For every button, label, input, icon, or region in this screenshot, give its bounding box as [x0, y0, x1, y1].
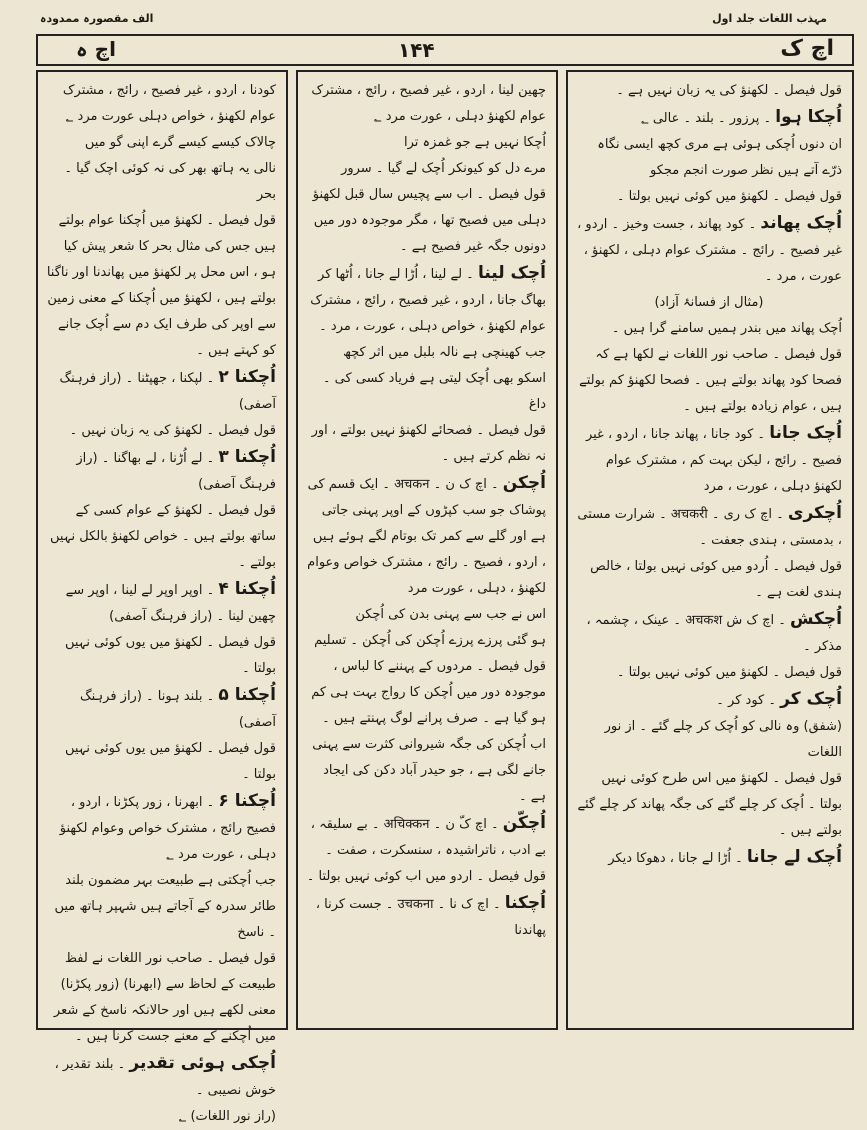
entry-text: قول فیصل ۔ صاحب نور اللغات نے لفظ طبیعت کے لحاظ سے (ابھرنا) (زور پکڑنا) معنی لکھے ہیں اور حالانکہ ناسخ کے شعر میں اُچکنے کے معنے جست کرنا ہیں ۔ — [53, 951, 276, 1044]
dictionary-entry — [46, 364, 276, 418]
entry-text: اُچکا نہیں ہے جو غمزہ ترا — [404, 135, 546, 150]
entry-text: چھین لینا ، اردو ، غیر فصیح ، رائج ، مشترک عوام لکھنؤ دہلی ، عورت مرد ؂ — [311, 83, 546, 124]
entry-text: چالاک کیسے کیسے گرے اپنی گو میں — [84, 135, 276, 150]
entry-text: اس نے جب سے پہنی بدن کی اُچکن — [355, 607, 546, 622]
entry-text: قول فیصل ۔ لکھنؤ کے عوام کسی کے ساتھ بولتے ہیں ۔ خواص لکھنؤ بالکل نہیں بولتے ۔ — [50, 503, 276, 570]
entry-text: اُچک پھاند میں بندر ہمیں سامنے گرا ہیں ۔ — [611, 321, 842, 336]
entry-text: قول فیصل ۔ لکھنؤ میں اس طرح کوئی نہیں بولتا ۔ اُچک کر چلے گئے کی جگہ پھاند کر چلے گئے بولتے ہیں ۔ — [577, 771, 842, 838]
dictionary-entry — [576, 686, 842, 714]
entry-text: ہو گئی پرزے پرزے اُچکن کی اُچکن ۔ تسلیم — [314, 633, 546, 648]
headword: اُچکنا ۳ — [218, 447, 276, 467]
headword: اُچکّن — [502, 813, 546, 833]
headword: اُچکری — [787, 503, 842, 523]
entry-text: ان دنوں اُچکی ہوئی ہے مری کچھ ایسی نگاہ — [597, 137, 842, 152]
entry-text: جب کھینچی ہے نالہ بلبل میں اثر کچھ — [342, 345, 546, 360]
page-header — [36, 34, 854, 66]
entry-text: قول فیصل ۔ لکھنؤ میں کوئی نہیں بولتا ۔ — [616, 189, 842, 204]
definition: ۔ اچ ک ش अचकश ۔ عینک ، چشمہ ، مذکر ۔ — [586, 613, 842, 654]
running-head-right: مہذب اللغات جلد اول — [712, 12, 827, 25]
headword: اُچکش — [790, 609, 842, 629]
entry-text: قول فیصل ۔ لکھنؤ کی یہ زبان نہیں ۔ — [69, 423, 276, 438]
definition: ۔ اوپر اوپر لے لینا ، اوپر سے چھین لینا ۔ (راز فرہنگ آصفی) — [65, 583, 276, 624]
entry-text: قول فیصل ۔ لکھنؤ میں یوں کوئی نہیں بولتا ۔ — [64, 741, 276, 782]
entry-text: ذرّے آتے ہیں نظر صورت انجم مجکو — [649, 163, 842, 178]
dictionary-entry — [576, 606, 842, 660]
dictionary-entry — [576, 500, 842, 554]
dictionary-entry — [576, 210, 842, 290]
column-left — [36, 70, 288, 1124]
definition: ۔ اچ ک ری ۔ अचकरी ۔ شرارت مستی ، بدمستی ، ہندی جعفت ۔ — [577, 507, 842, 548]
entry-text: (شفق) وہ نالی کو اُچک کر چلے گئے ۔ از نور اللغات — [604, 719, 842, 760]
definition: ۔ لے اُڑنا ، لے بھاگنا ۔ (راز فرہنگ آصفی) — [76, 451, 276, 492]
dictionary-entry — [46, 788, 276, 868]
definition: ۔ اُڑا لے جانا ، دھوکا دیکر — [608, 851, 747, 866]
dictionary-entry — [576, 844, 842, 872]
definition: ۔ بلند ہونا ۔ (راز فرہنگ آصفی) — [79, 689, 276, 730]
dictionary-entry — [46, 682, 276, 736]
entry-text: قول فیصل ۔ لکھنؤ کی یہ زبان نہیں ہے ۔ — [616, 83, 842, 98]
definition: ۔ اچ ک ن ۔ अचकन ۔ ایک قسم کی پوشاک جو سب کپڑوں کے اوپر پہنی جاتی ہے اور گلے سے کمر تک بوتام لگے ہوئے ہیں ، اردو ، فصیح ۔ رائج ، مشترک خواص وعوام لکھنؤ ، دہلی ، عورت مرد — [307, 477, 546, 596]
headword: اُچک کر — [780, 689, 842, 709]
dictionary-entry — [306, 470, 546, 602]
dictionary-entry — [46, 576, 276, 630]
dictionary-entry — [306, 260, 546, 340]
headword: اُچکنا ۲ — [218, 367, 276, 387]
entry-text: قول فیصل ۔ اُردو میں کوئی نہیں بولتا ، خالص ہندی لغت ہے ۔ — [590, 559, 842, 600]
header-left-entry: اچ ہ — [76, 37, 116, 61]
headword: اُچک لینا — [477, 263, 546, 283]
running-head — [40, 10, 827, 30]
headword: اُچکن — [502, 473, 546, 493]
definition: ۔ پرزور ۔ بلند ۔ عالی ؂ — [641, 111, 776, 126]
headword: اُچکنا ۵ — [218, 685, 276, 705]
headword: اُچک پھاند — [760, 213, 842, 233]
entry-text: قول فیصل ۔ اب سے پچیس سال قبل لکھنؤ دہلی میں فصیح تھا ، مگر موجودہ دور میں دونوں جگہ غیر فصیح ہے ۔ — [312, 187, 546, 254]
entry-text: قول فیصل ۔ مردوں کے پہننے کا لباس ، موجودہ دور میں اُچکن کا رواج بہت ہی کم ہو گیا ہے ۔ صرف پرانے لوگ پہنتے ہیں ۔ اب اُچکن کی جگہ شیروانی کثرت سے پہنی جانے لگی ہے ، جو حیدر آباد دکن کی ایجاد ہے ۔ — [311, 659, 546, 804]
entry-text: مرے دل کو کیونکر اُچک لے گیا ۔ سرور — [341, 161, 546, 176]
definition: ۔ لے لینا ، اُڑا لے جانا ، اُٹھا کر بھاگ جانا ، اردو ، غیر فصیح ، رائج ، مشترک عوام لکھنؤ ، خواص دہلی ، عورت ، مرد ۔ — [310, 267, 546, 334]
entry-text: قول فیصل ۔ لکھنؤ میں یوں کوئی نہیں بولتا ۔ — [64, 635, 276, 676]
dictionary-entry — [306, 810, 546, 864]
column-right — [566, 70, 854, 1030]
entry-text: قول فیصل ۔ صاحب نور اللغات نے لکھا ہے کہ فصحا کود پھاند بولتے ہیں ۔ فصحا لکھنؤ کم بولتے ہیں ، عوام زیادہ بولتے ہیں ۔ — [579, 347, 842, 414]
definition: ۔ لپکنا ، جھپٹنا ۔ (راز فرہنگ آصفی) — [59, 371, 276, 412]
dictionary-entry — [46, 444, 276, 498]
entry-text: کودنا ، اردو ، غیر فصیح ، رائج ، مشترک عوام لکھنؤ ، خواص دہلی عورت مرد ؂ — [62, 83, 276, 124]
dictionary-entry — [576, 104, 842, 132]
definition: ۔ اچ کّ ن ۔ अचिक्कन ۔ بے سلیقہ ، بے ادب ، ناتراشیدہ ، سنسکرت ، صفت ۔ — [310, 817, 546, 858]
entry-text: قول فیصل ۔ فصحائے لکھنؤ نہیں بولتے ، اور نہ نظم کرتے ہیں ۔ — [311, 423, 546, 464]
definition: ۔ بلند تقدیر ، خوش نصیبی ۔ — [54, 1057, 276, 1098]
dictionary-entry — [46, 1050, 276, 1104]
citation-source: (مثال از فسانۂ آزاد) — [654, 295, 764, 310]
headword: اُچکنا ۶ — [218, 791, 276, 811]
entry-text: طائر سدرہ کے آجاتے ہیں شہپر ہاتھ میں ۔ ناسخ — [54, 899, 276, 940]
entry-text: قول فیصل ۔ لکھنؤ میں اُچکنا عوام بولتے ہیں جس کی مثال بحر کا شعر پیش کیا ہو ، اس محل پر لکھنؤ میں پھاندنا اور ناگنا بولتے ہیں ، لکھنؤ میں اُچکنا کے معنی زمین سے اوپر کی طرف ایک دم سے اُچک جانے کو کہتے ہیں ۔ — [46, 213, 276, 358]
entry-text: (راز نور اللغات) ؂ — [178, 1109, 276, 1124]
dictionary-entry — [306, 890, 546, 944]
headword: اُچک جانا — [769, 423, 842, 443]
definition: ۔ کود جانا ، پھاند جانا ، اردو ، غیر فصیح ۔ رائج ، لیکن بہت کم ، مشترک عوام لکھنؤ دہلی ، عورت ، مرد — [585, 427, 842, 494]
dictionary-entry — [576, 420, 842, 500]
headword: اُچکنا — [504, 893, 546, 913]
page-number: ۱۴۴ — [398, 38, 435, 62]
column-middle — [296, 70, 558, 1030]
entry-text: جب اُچکتی ہے طبیعت بہر مضمون بلند — [65, 873, 276, 888]
headword: اُچکا ہوا — [775, 107, 842, 127]
definition: ۔ ابھرنا ، زور پکڑنا ، اردو ، فصیح رائج ، مشترک خواص وعوام لکھنؤ دہلی ، عورت مرد ؂ — [59, 795, 276, 862]
entry-text: قول فیصل ۔ لکھنؤ میں کوئی نہیں بولتا ۔ — [616, 665, 842, 680]
entry-text: قول فیصل ۔ اردو میں اب کوئی نہیں بولتا ۔ — [306, 869, 546, 884]
entry-text: اسکو بھی اُچک لیتی ہے فریاد کسی کی ۔ داغ — [322, 371, 546, 412]
headword: اُچکنا ۴ — [218, 579, 276, 599]
running-head-left: الف مقصورہ ممدودہ — [40, 12, 154, 25]
headword: اُچک لے جانا — [746, 847, 842, 867]
header-right-entry: اچ ک — [780, 36, 834, 61]
definition: ۔ اچ ک نا ۔ उचकना ۔ جست کرنا ، پھاندنا — [315, 897, 546, 938]
headword: اُچکی ہوئی تقدیر — [129, 1053, 276, 1073]
entry-text: نالی یہ ہاتھ بھر کی نہ کوئی اچک گیا ۔ بحر — [64, 161, 276, 202]
definition: ۔ کود کر ۔ — [716, 693, 781, 708]
definition: ۔ کود پھاند ، جست وخیز ۔ اردو ، غیر فصیح ۔ رائج ۔ مشترک عوام دہلی ، لکھنؤ ، عورت ، مرد ۔ — [577, 217, 842, 284]
